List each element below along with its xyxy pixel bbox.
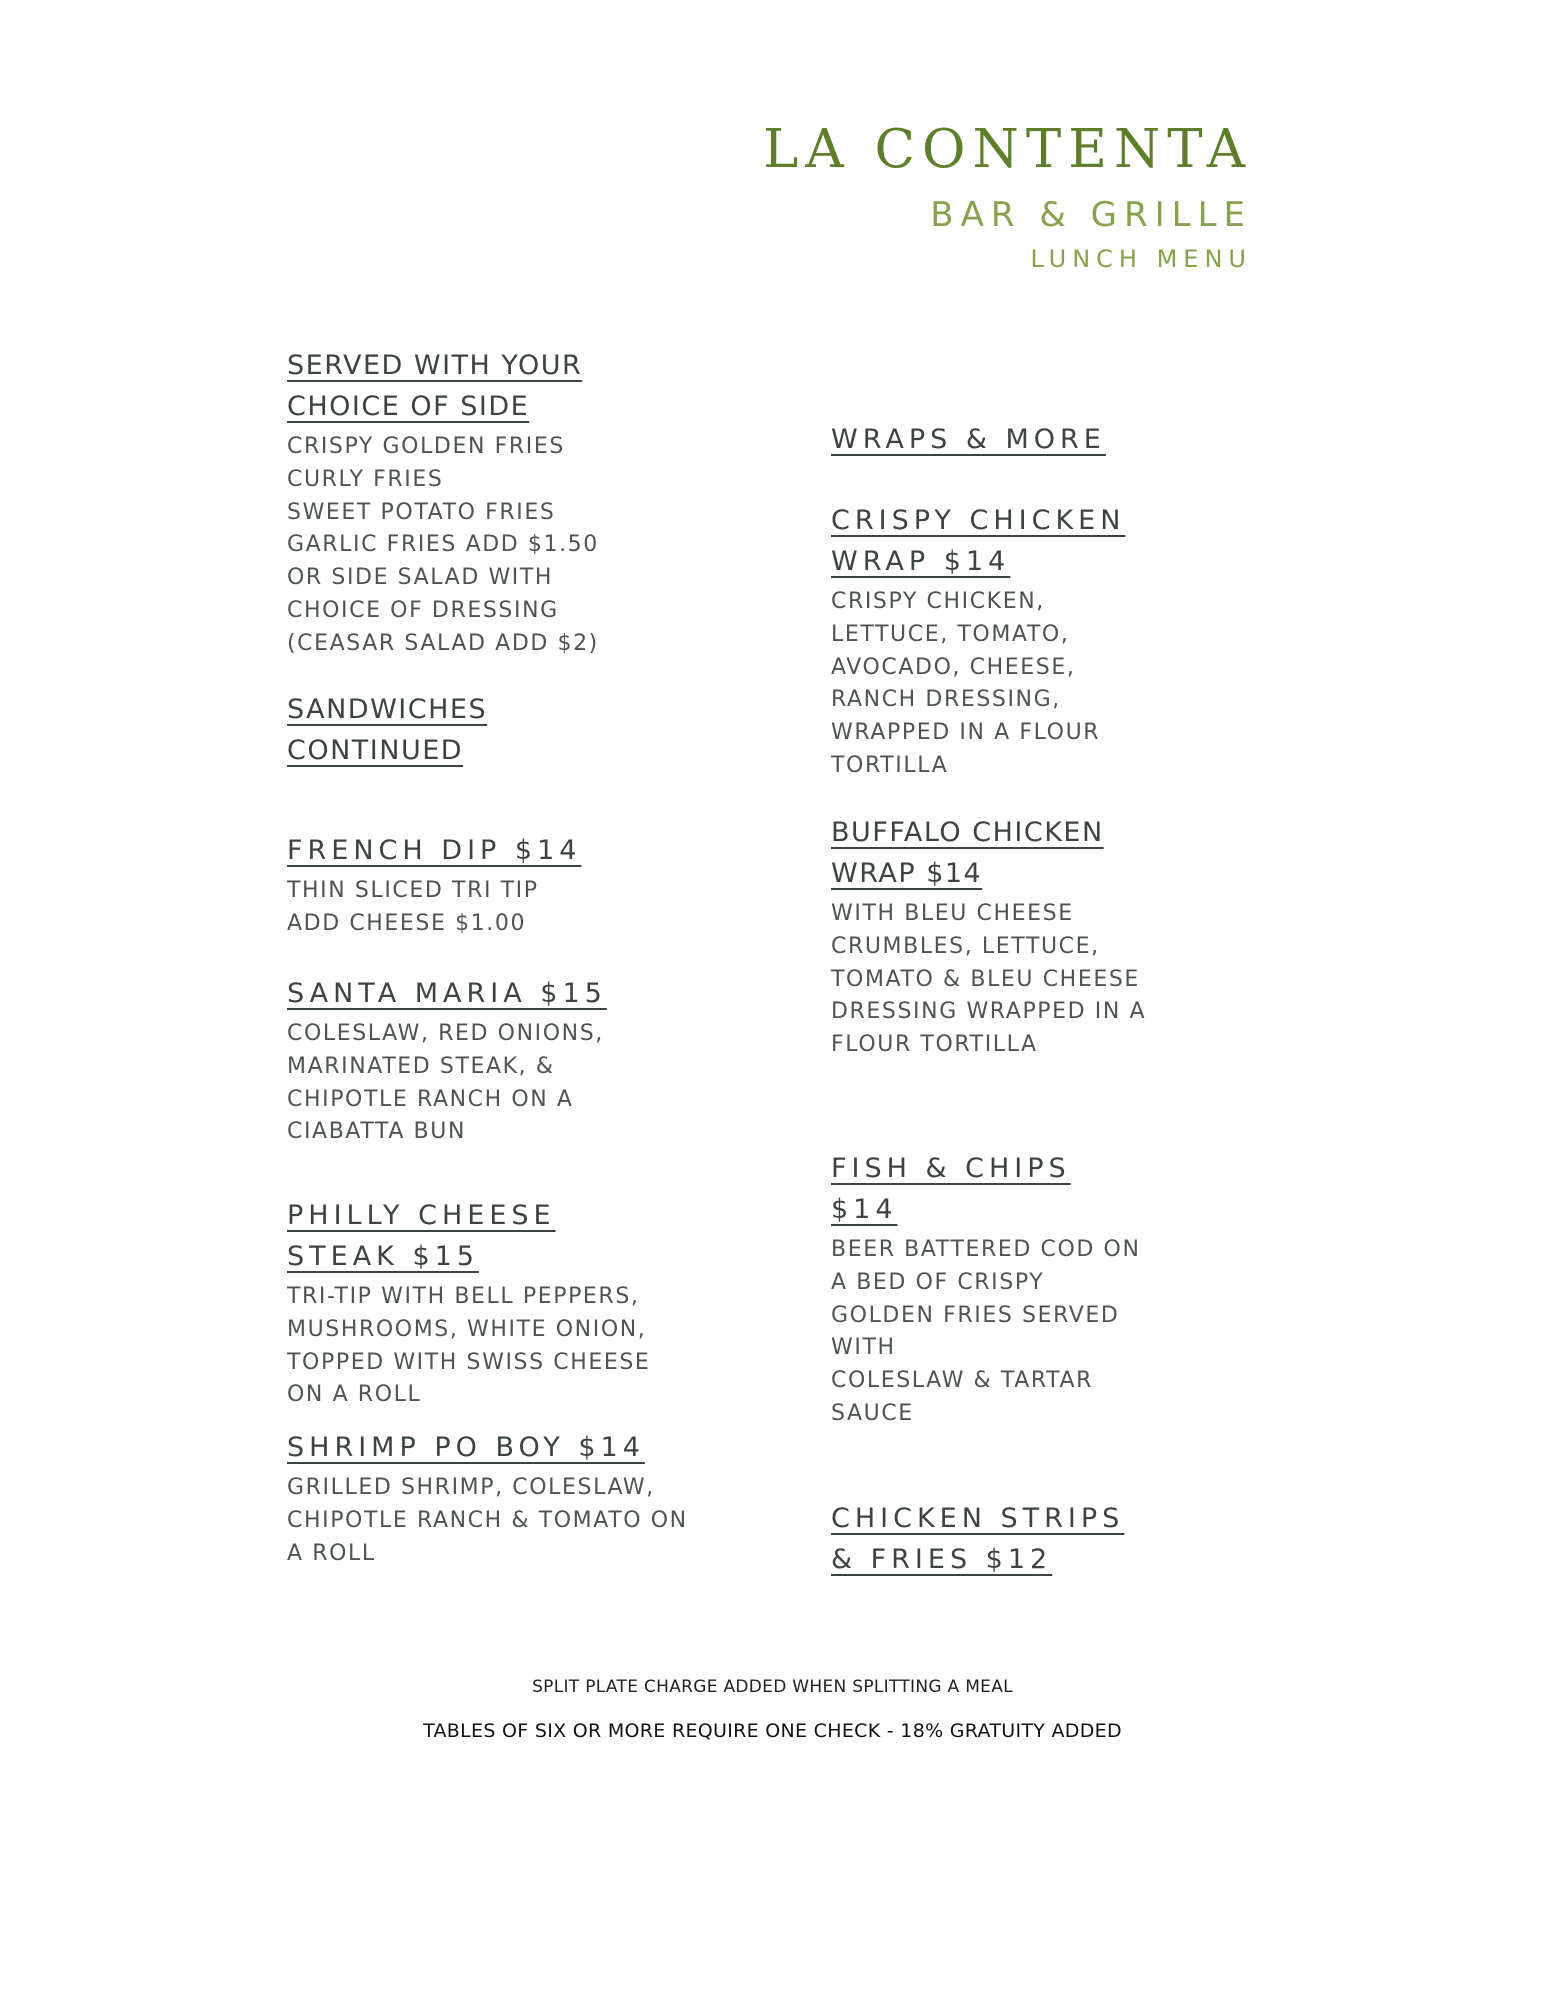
description-line: DRESSING WRAPPED IN A — [831, 999, 1147, 1025]
description-line: COLESLAW, RED ONIONS, — [287, 1021, 604, 1046]
description-line: WITH — [831, 1335, 896, 1361]
description-line: MUSHROOMS, WHITE ONION, — [287, 1316, 647, 1342]
philly-item — [287, 1195, 650, 1412]
description-line: ON A ROLL — [287, 1382, 422, 1408]
description-line: WITH BLEU CHEESE — [831, 901, 1074, 926]
crispy-wrap-item — [831, 500, 1125, 783]
side-item: CURLY FRIES — [287, 466, 444, 492]
fish-chips-item — [831, 1148, 1141, 1431]
fish-chips-description — [831, 1234, 1141, 1431]
chicken-strips-title-line-2: & FRIES $12 — [831, 1544, 1053, 1575]
description-line: AVOCADO, CHEESE, — [831, 654, 1076, 680]
menu-name: LUNCH MENU — [1030, 244, 1252, 273]
crispy-wrap-title-line-2: WRAP $14 — [831, 546, 1011, 577]
fish-chips-title-line-2: $14 — [831, 1194, 898, 1225]
restaurant-name: LA CONTENTA — [763, 119, 1252, 180]
description-line: CHIPOTLE RANCH & TOMATO ON — [287, 1507, 688, 1533]
philly-description — [287, 1281, 650, 1412]
side-item: OR SIDE SALAD WITH — [287, 565, 554, 591]
description-line: FLOUR TORTILLA — [831, 1032, 1038, 1058]
santa-maria-description — [287, 1018, 607, 1149]
santa-maria-item — [287, 973, 607, 1149]
description-line: SAUCE — [831, 1400, 914, 1426]
sandwiches-section — [287, 689, 487, 771]
description-line: CHIPOTLE RANCH ON A — [287, 1086, 574, 1112]
description-line: GOLDEN FRIES SERVED — [831, 1302, 1120, 1328]
fish-chips-title-line-1: FISH & CHIPS — [831, 1153, 1071, 1184]
buffalo-wrap-title-line-2: WRAP $14 — [831, 858, 983, 889]
sides-heading-line-1: SERVED WITH YOUR — [287, 350, 583, 381]
shrimp-title: SHRIMP PO BOY $14 — [287, 1432, 645, 1463]
description-line: COLESLAW & TARTAR — [831, 1368, 1094, 1394]
description-line: MARINATED STEAK, & — [287, 1053, 555, 1079]
description-line: TOPPED WITH SWISS CHEESE — [287, 1349, 651, 1375]
description-line: TOMATO & BLEU CHEESE — [831, 966, 1140, 992]
crispy-wrap-title-line-1: CRISPY CHICKEN — [831, 505, 1126, 536]
side-item: GARLIC FRIES ADD $1.50 — [287, 532, 599, 558]
philly-title-line-2: STEAK $15 — [287, 1241, 479, 1272]
side-item: (CEASAR SALAD ADD $2) — [287, 630, 599, 656]
buffalo-wrap-description — [831, 898, 1146, 1062]
restaurant-subtitle: BAR & GRILLE — [930, 194, 1252, 235]
menu-header — [763, 120, 1252, 273]
gratuity-notice: TABLES OF SIX OR MORE REQUIRE ONE CHECK - 18% GRATUITY ADDED — [423, 1720, 1122, 1742]
side-item: SWEET POTATO FRIES — [287, 499, 556, 525]
buffalo-wrap-item — [831, 812, 1146, 1062]
description-line: TRI-TIP WITH BELL PEPPERS, — [287, 1284, 640, 1309]
description-line: CIABATTA BUN — [287, 1119, 467, 1145]
sandwiches-heading-line-1: SANDWICHES — [287, 694, 488, 725]
shrimp-description — [287, 1472, 688, 1570]
side-item: CHOICE OF DRESSING — [287, 597, 559, 623]
description-line: RANCH DRESSING, — [831, 687, 1061, 713]
sides-list — [287, 431, 599, 661]
side-item: CRISPY GOLDEN FRIES — [287, 434, 565, 459]
description-line: WRAPPED IN A FLOUR — [831, 720, 1101, 746]
crispy-wrap-description — [831, 586, 1125, 783]
french-dip-item — [287, 830, 581, 941]
philly-title-line-1: PHILLY CHEESE — [287, 1200, 556, 1231]
wraps-heading: WRAPS & MORE — [831, 424, 1106, 455]
sandwiches-heading-line-2: CONTINUED — [287, 735, 464, 766]
description-line: LETTUCE, TOMATO, — [831, 621, 1070, 647]
wraps-section — [831, 419, 1106, 460]
buffalo-wrap-title-line-1: BUFFALO CHICKEN — [831, 817, 1104, 848]
description-line: ADD CHEESE $1.00 — [287, 910, 527, 936]
description-line: GRILLED SHRIMP, COLESLAW, — [287, 1475, 655, 1500]
sides-section — [287, 345, 599, 661]
description-line: CRISPY CHICKEN, — [831, 589, 1045, 614]
description-line: CRUMBLES, LETTUCE, — [831, 933, 1100, 959]
split-plate-notice: SPLIT PLATE CHARGE ADDED WHEN SPLITTING A MEAL — [532, 1677, 1013, 1697]
description-line: A BED OF CRISPY — [831, 1269, 1045, 1295]
shrimp-item — [287, 1427, 688, 1570]
sides-heading-line-2: CHOICE OF SIDE — [287, 391, 530, 422]
chicken-strips-title-line-1: CHICKEN STRIPS — [831, 1503, 1125, 1534]
french-dip-description — [287, 875, 581, 941]
santa-maria-title: SANTA MARIA $15 — [287, 978, 607, 1009]
french-dip-title: FRENCH DIP $14 — [287, 835, 582, 866]
description-line: A ROLL — [287, 1540, 376, 1566]
description-line: TORTILLA — [831, 752, 949, 778]
description-line: BEER BATTERED COD ON — [831, 1237, 1141, 1262]
chicken-strips-item — [831, 1498, 1124, 1580]
description-line: THIN SLICED TRI TIP — [287, 878, 539, 903]
